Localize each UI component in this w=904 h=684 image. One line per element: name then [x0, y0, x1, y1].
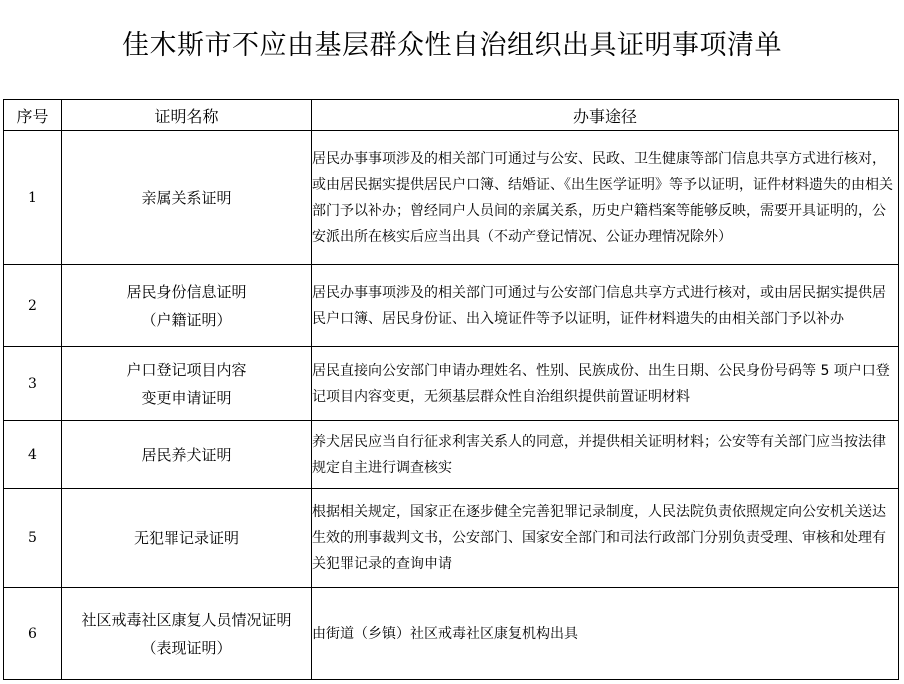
handling-way: 由街道（乡镇）社区戒毒社区康复机构出具 [312, 588, 899, 680]
table-row [4, 421, 899, 489]
table-header-row [4, 100, 899, 131]
handling-way: 居民办事事项涉及的相关部门可通过与公安部门信息共享方式进行核对，或由居民据实提供居民户口簿、居民身份证、出入境证件等予以证明，证件材料遗失的由相关部门予以补办 [312, 265, 899, 347]
table-row [4, 347, 899, 421]
certificate-name-line: 居民身份信息证明 [126, 282, 247, 301]
certificate-name-line: （户籍证明） [141, 310, 232, 329]
table-row [4, 265, 899, 347]
handling-way: 居民直接向公安部门申请办理姓名、性别、民族成份、出生日期、公民身份号码等 5 项户口登记项目内容变更，无须基层群众性自治组织提供前置证明材料 [312, 347, 899, 421]
certificate-name-line: 亲属关系证明 [141, 188, 232, 207]
certificate-list-table [3, 99, 899, 680]
certificate-name-line: 户口登记项目内容 [126, 360, 247, 379]
certificate-name-line: 居民养犬证明 [141, 445, 232, 464]
certificate-name [62, 421, 312, 489]
certificate-name [62, 265, 312, 347]
row-number: 4 [4, 421, 62, 489]
row-number: 6 [4, 588, 62, 680]
certificate-name-line: 变更申请证明 [141, 388, 232, 407]
certificate-name-line: 无犯罪记录证明 [133, 529, 239, 547]
table-row [4, 131, 899, 265]
page-title: 佳木斯市不应由基层群众性自治组织出具证明事项清单 [122, 30, 782, 61]
handling-way: 养犬居民应当自行征求利害关系人的同意，并提供相关证明材料；公安等有关部门应当按法律规定自主进行调查核实 [312, 421, 899, 489]
handling-way: 居民办事事项涉及的相关部门可通过与公安、民政、卫生健康等部门信息共享方式进行核对，或由居民据实提供居民户口簿、结婚证、《出生医学证明》等予以证明，证件材料遗失的由相关部门予以补办；曾经同户人员间的亲属关系，历史户籍档案等能够反映，需要开具证明的，公安派出所在核实后应当出具（不动产登记情况、公证办理情况除外） [312, 131, 899, 265]
row-number: 5 [4, 489, 62, 588]
row-number: 1 [4, 131, 62, 265]
row-number: 3 [4, 347, 62, 421]
table-row [4, 489, 899, 588]
certificate-name [62, 347, 312, 421]
header-name: 证明名称 [62, 100, 312, 131]
table-row [4, 588, 899, 680]
certificate-name-line: 社区戒毒社区康复人员情况证明 [81, 610, 292, 629]
handling-way: 根据相关规定，国家正在逐步健全完善犯罪记录制度，人民法院负责依照规定向公安机关送达生效的刑事裁判文书，公安部门、国家安全部门和司法行政部门分别负责受理、审核和处理有关犯罪记录的查询申请 [312, 489, 899, 588]
certificate-name [62, 588, 312, 680]
certificate-name-line: （表现证明） [141, 638, 232, 657]
header-way: 办事途径 [312, 100, 899, 131]
header-no: 序号 [4, 100, 62, 131]
row-number: 2 [4, 265, 62, 347]
certificate-name [62, 489, 312, 588]
certificate-name [62, 131, 312, 265]
